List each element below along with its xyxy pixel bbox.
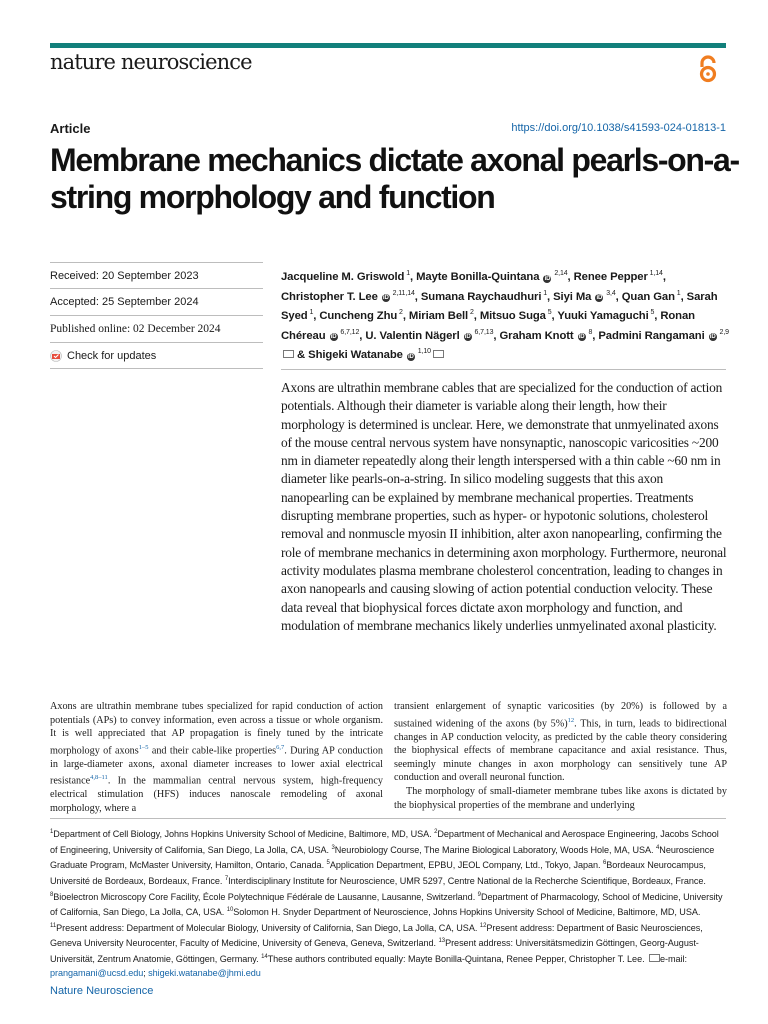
author-name[interactable]: Yuuki Yamaguchi: [557, 309, 649, 322]
orcid-icon[interactable]: iD: [407, 354, 414, 361]
affiliation-text: Present address: Department of Basic Neurosciences, Geneva University Neurocenter, Faculty of Medicine, University of Geneva, Geneva, Switzerland.: [50, 922, 703, 949]
body-paragraph: The morphology of small-diameter membrane tubes like axons is dictated by the biophysical properties of the membrane and underlying: [394, 785, 727, 811]
affiliation-text: Neurobiology Course, The Marine Biological Laboratory, Woods Hole, MA, USA.: [334, 844, 656, 855]
author-affiliation-ref: 8: [586, 328, 593, 336]
orcid-icon[interactable]: iD: [382, 295, 389, 302]
author-name[interactable]: Graham Knott: [499, 329, 574, 342]
abstract-divider: [281, 369, 726, 370]
footer-journal-name: Nature Neuroscience: [50, 985, 154, 997]
journal-name: nature neuroscience: [50, 50, 252, 74]
affiliation-number: 14: [261, 954, 268, 960]
citation-ref[interactable]: 6,7: [276, 743, 285, 751]
article-dates: [50, 262, 263, 369]
body-column-1: [50, 700, 383, 816]
author-name[interactable]: Quan Gan: [621, 290, 675, 303]
affiliations-divider: [50, 818, 726, 819]
author-name[interactable]: Shigeki Watanabe: [308, 349, 403, 362]
doi-link[interactable]: https://doi.org/10.1038/s41593-024-01813-1: [511, 122, 726, 134]
abstract-text: Axons are ultrathin membrane cables that are specialized for the conduction of action potentials. Although their diameter is variable along their length, how their morphology is determined is unclear. Here, we demonstrate that unmyelinated axons of the mouse central nervous system have nonsynaptic, nanoscopic varicosities ~200 nm in diameter repeatedly along their length interspersed with a thin cable ~60 nm in diameter like pearls-on-a-string. In silico modeling suggests that this axon nanopearling can be explained by membrane mechanical properties. Treatments disrupting membrane properties, such as hyper- or hypotonic solutions, cholesterol removal and nonmuscle myosin II inhibition, alter axon nanopearling, confirming the role of membrane mechanics in determining axon morphology. Furthermore, neuronal activity modulates plasma membrane cholesterol concentration, leading to changes in axon nanopearls and causing slowing of action potential conduction velocity. These data reveal that biophysical forces dictate axon morphology and function, and modulation of membrane mechanics likely underlies unmyelinated axonal plasticity.: [281, 380, 727, 633]
published-date: Published online: 02 December 2024: [50, 316, 263, 343]
affiliation-number: 9: [477, 891, 481, 898]
article-type-label: Article: [50, 121, 91, 136]
author-affiliation-ref: 1: [541, 289, 548, 297]
author-name[interactable]: Siyi Ma: [553, 290, 592, 303]
body-paragraph: transient enlargement of synaptic varicosities (by 20%) is followed by a sustained widening of the axons (by 5%)$^{12}$. This, in turn, leads to bidirectional changes in AP conduction velocity, as predicted by the cable theory considering the biophysical effects of membrane capacitance and axial resistance. Thus, seemingly minute changes in axon morphology can sensitively tune AP conduction and overall neuronal function.: [394, 701, 727, 784]
author-affiliation-ref: 1,10: [415, 348, 431, 356]
author-affiliation-ref: 2,9: [717, 328, 729, 336]
affiliation-number: 12: [479, 922, 487, 929]
affiliation-number: 8: [50, 891, 54, 898]
affiliation-text: Department of Pharmacology, School of Medicine, University of California, San Diego, La Jolla, CA, USA.: [50, 891, 723, 918]
affiliations: $^1$Department of Cell Biology, Johns Hopkins University School of Medicine, Baltimore, MD, USA. $^2$Department of Mechanical and Aerospace Engineering, Jacobs School of Engineering, University of California, San Diego, La Jolla, CA, USA. $^3$Neurobiology Course, The Marine Biological Laboratory, Woods Hole, MA, USA. $^4$Neuroscience Graduate Program, McMaster University, Hamilton, Ontario, Canada. $^5$Application Department, EPBU, JEOL Company, Ltd., Tokyo, Japan. $^6$Bordeaux Neurocampus, Université de Bordeaux, Bordeaux, France. $^7$Interdisciplinary Institute for Neuroscience, UMR 5297, Centre National de la Recherche Scientifique, Bordeaux, France. $^8$Bioelectron Microscopy Core Facility, École Polytechnique Fédérale de Lausanne, Lausanne, Switzerland. $^9$Department of Pharmacology, School of Medicine, University of California, San Diego, La Jolla, CA, USA. $^{10}$Solomon H. Snyder Department of Neuroscience, Johns Hopkins University School of Medicine, Baltimore, MD, USA. $^{11}$Present address: Department of Molecular Biology, University of California, San Diego, La Jolla, CA, USA. $^{12}$Present address: Department of Basic Neurosciences, Geneva University Neurocenter, Faculty of Medicine, University of Geneva, Geneva, Switzerland. $^{13}$Present address: Universitätsmedizin Göttingen, Georg-August-Universität, Zentrum Anatomie, Göttingen, Germany. $^{14}$These authors contributed equally: Mayte Bonilla-Quintana, Renee Pepper, Christopher T. Lee. e-mail: prangamani@ucsd.edu; shigeki.watanabe@jhmi.edu: [50, 829, 723, 978]
author-affiliation-ref: 6,7,13: [472, 328, 494, 336]
citation-ref[interactable]: 12: [567, 716, 575, 724]
journal-top-bar: [50, 43, 726, 48]
open-access-icon: [697, 54, 719, 84]
email-icon: [649, 954, 660, 962]
accepted-date: Accepted: 25 September 2024: [50, 289, 263, 316]
affiliation-number: 6: [602, 860, 607, 867]
affiliation-text: Present address: Department of Molecular Biology, University of California, San Diego, La Jolla, CA, USA.: [56, 922, 480, 933]
author-name[interactable]: U. Valentin Nägerl: [365, 329, 460, 342]
email-link[interactable]: prangamani@ucsd.edu: [50, 967, 144, 978]
author-affiliation-ref: 2,11,14: [390, 289, 415, 297]
author-affiliation-ref: 6,7,12: [338, 328, 360, 336]
author-affiliation-ref: 2,14: [552, 270, 568, 277]
author-affiliation-ref: 2: [468, 309, 474, 317]
author-name[interactable]: Mayte Bonilla-Quintana: [416, 270, 540, 283]
affiliation-number: 5: [326, 860, 330, 867]
affiliation-text: Neuroscience Graduate Program, McMaster University, Hamilton, Ontario, Canada.: [50, 844, 715, 871]
author-affiliation-ref: 1: [307, 309, 314, 317]
affiliation-number: 11: [50, 922, 57, 929]
affiliation-text: Application Department, EPBU, JEOL Company, Ltd., Tokyo, Japan.: [329, 860, 603, 871]
citation-ref[interactable]: 4,8–11: [90, 774, 108, 782]
article-title: Membrane mechanics dictate axonal pearls-on-a-string morphology and function: [50, 142, 739, 215]
check-for-updates-button[interactable]: [50, 343, 263, 369]
body-column-2: [394, 700, 727, 812]
affiliation-number: 3: [331, 844, 335, 851]
email-icon[interactable]: [433, 350, 444, 358]
affiliation-text: Interdisciplinary Institute for Neuroscience, UMR 5297, Centre National de la Recherche Scientifique, Bordeaux, France.: [228, 875, 706, 886]
citation-ref[interactable]: 1–5: [138, 743, 149, 751]
affiliation-text: Bordeaux Neurocampus, Université de Bordeaux, Bordeaux, France.: [50, 860, 706, 886]
affiliation-number: 13: [438, 938, 446, 945]
email-label: e-mail:: [660, 954, 687, 965]
author-name[interactable]: Sarah Syed: [281, 290, 718, 322]
affiliation-number: 1: [50, 829, 54, 835]
orcid-icon[interactable]: iD: [596, 295, 603, 302]
author-affiliation-ref: 5: [648, 309, 655, 317]
affiliation-number: 7: [224, 875, 229, 882]
orcid-icon[interactable]: iD: [544, 275, 551, 282]
author-name[interactable]: Mitsuo Suga: [479, 309, 546, 322]
affiliation-text: Solomon H. Snyder Department of Neuroscience, Johns Hopkins University School of Medicine, Baltimore, MD, USA.: [233, 907, 701, 918]
orcid-icon[interactable]: iD: [464, 334, 471, 341]
author-affiliation-ref: 3,4: [604, 289, 616, 297]
affiliation-text: Department of Mechanical and Aerospace Engineering, Jacobs School of Engineering, University of California, San Diego, La Jolla, CA, USA.: [50, 829, 719, 855]
email-link[interactable]: shigeki.watanabe@jhmi.edu: [148, 967, 261, 978]
author-affiliation-ref: 5: [545, 309, 552, 317]
affiliation-number: 4: [656, 844, 660, 851]
author-affiliation-ref: 1: [404, 270, 410, 277]
affiliation-text: Bioelectron Microscopy Core Facility, École Polytechnique Fédérale de Lausanne, Lausanne, Switzerland.: [53, 891, 478, 902]
check-updates-icon: [50, 350, 62, 362]
author-name[interactable]: Christopher T. Lee: [281, 290, 378, 303]
orcid-icon[interactable]: iD: [709, 334, 716, 341]
affiliation-number: 2: [434, 829, 438, 835]
check-updates-label: Check for updates: [67, 349, 157, 362]
author-name[interactable]: Renee Pepper: [573, 270, 648, 283]
author-affiliation-ref: 1,14: [647, 270, 663, 277]
received-date: Received: 20 September 2023: [50, 262, 263, 289]
author-affiliation-ref: 2: [397, 309, 403, 317]
author-list: Jacqueline M. Griswold $^1$, Mayte Bonilla-Quintana iD $^{2,14}$, Renee Pepper $^{1,14}$, Christopher T. Lee iD $^{2,11,14}$, Sumana Raychaudhuri $^1$, Siyi Ma iD $^{3,4}$, Quan Gan $^1$, Sarah Syed $^1$, Cuncheng Zhu $^2$, Miriam Bell $^2$, Mitsuo Suga $^5$, Yuuki Yamaguchi $^5$, Ronan Chéreau iD $^{6,7,12}$, U. Valentin Nägerl iD $^{6,7,13}$, Graham Knott iD $^8$, Padmini Rangamani iD $^{2,9}$ & Shigeki Watanabe iD $^{1,10}$: [281, 270, 729, 362]
email-icon[interactable]: [283, 350, 294, 358]
author-name[interactable]: Ronan Chéreau: [281, 309, 695, 342]
affiliation-text: Department of Cell Biology, Johns Hopkins University School of Medicine, Baltimore, MD, USA.: [53, 829, 435, 840]
author-name[interactable]: Sumana Raychaudhuri: [420, 290, 542, 303]
author-name[interactable]: Padmini Rangamani: [598, 329, 705, 342]
affiliation-number: 10: [226, 907, 234, 914]
affiliation-text: Present address: Universitätsmedizin Göttingen, Georg-August-Universität, Zentrum Anatomie, Göttingen, Germany.: [50, 938, 699, 965]
author-name[interactable]: Jacqueline M. Griswold: [281, 270, 405, 283]
body-paragraph: Axons are ultrathin membrane tubes specialized for rapid conduction of action potentials (APs) to convey information, even across a tissue or whole organism. It is well appreciated that AP propagation is finely tuned by the intricate morphology of axons$^{1-5}$ and their cable-like properties$^{6,7}$. During AP conduction in large-diameter axons, axonal diameter increases to lower axial electrical resistance$^{4,8-11}$. In the mammalian central nervous system, high-frequency electrical stimulation (HFS) induces nanoscale remodeling of axonal morphology, where a: [50, 701, 383, 814]
orcid-icon[interactable]: iD: [578, 334, 585, 341]
author-affiliation-ref: 1: [674, 289, 681, 297]
author-name[interactable]: Cuncheng Zhu: [319, 309, 398, 322]
orcid-icon[interactable]: iD: [330, 334, 337, 341]
affiliation-text: These authors contributed equally: Mayte Bonilla-Quintana, Renee Pepper, Christopher T. Lee.: [267, 954, 648, 965]
author-name[interactable]: Miriam Bell: [408, 309, 469, 322]
